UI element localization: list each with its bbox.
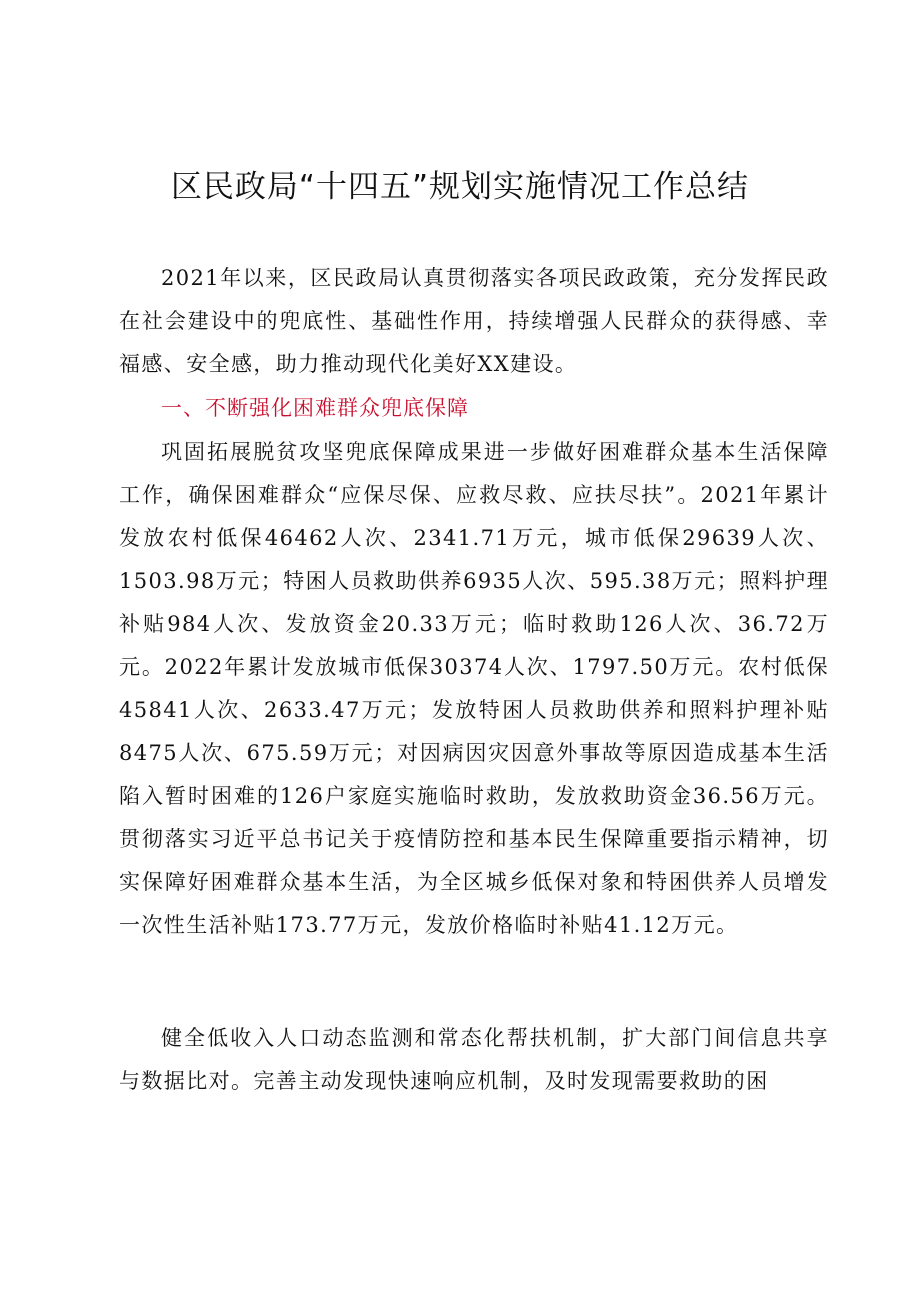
- section-paragraph-1: 巩固拓展脱贫攻坚兜底保障成果进一步做好困难群众基本生活保障工作，确保困难群众“应保尽保、应救尽救、应扶尽扶”。2021年累计发放农村低保46462人次、2341.71万元，城市低保29639人次、1503.98万元；特困人员救助供养6935人次、595.38万元；照料护理补贴984人次、发放资金20.33万元；临时救助126人次、36.72万元。2022年累计发放城市低保30374人次、1797.50万元。农村低保45841人次、2633.47万元；发放特困人员救助供养和照料护理补贴8475人次、675.59万元；对因病因灾因意外事故等原因造成基本生活陷入暂时困难的126户家庭实施临时救助，发放救助资金36.56万元。贯彻落实习近平总书记关于疫情防控和基本民生保障重要指示精神，切实保障好困难群众基本生活，为全区城乡低保对象和特困供养人员增发一次性生活补贴173.77万元，发放价格临时补贴41.12万元。: [119, 440, 829, 937]
- intro-paragraph: 2021年以来，区民政局认真贯彻落实各项民政政策，充分发挥民政在社会建设中的兜底性、基础性作用，持续增强人民群众的获得感、幸福感、安全感，助力推动现代化美好XX建设。: [119, 266, 829, 376]
- section-paragraph-2: 健全低收入人口动态监测和常态化帮扶机制，扩大部门间信息共享与数据比对。完善主动发现快速响应机制，及时发现需要救助的困: [119, 1026, 829, 1093]
- document-title: 区民政局“十四五”规划实施情况工作总结: [170, 169, 750, 205]
- section-heading: 一、不断强化困难群众兜底保障: [161, 396, 469, 420]
